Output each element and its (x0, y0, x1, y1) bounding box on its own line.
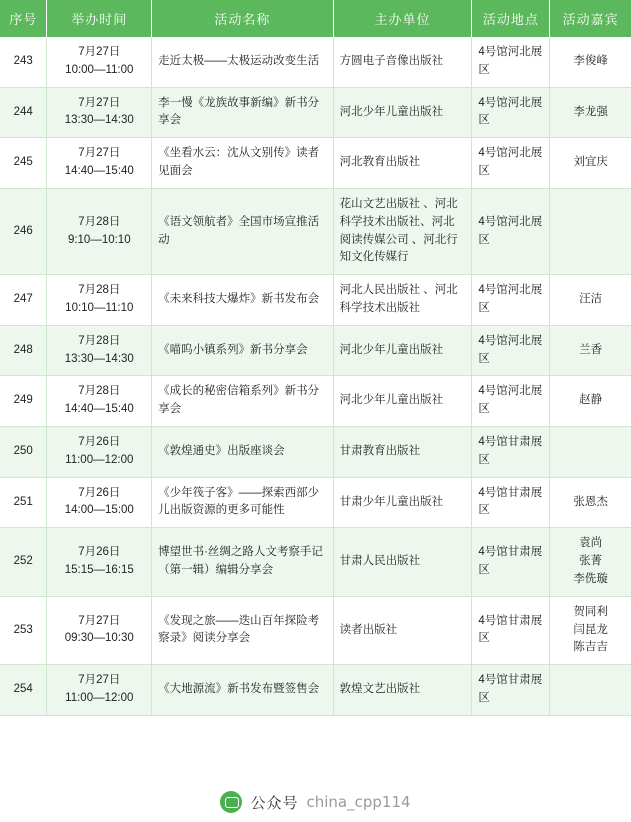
cell-time (47, 665, 152, 716)
cell-guest (550, 188, 631, 274)
cell-place: 4号馆甘肃展区 (472, 528, 550, 596)
cell-date-text: 7月28日 (78, 334, 121, 347)
table-row (0, 376, 631, 427)
table-row (0, 275, 631, 326)
cell-date-text: 7月27日 (78, 614, 121, 627)
cell-index: 250 (0, 427, 47, 478)
watermark-label: 公众号 (250, 794, 299, 812)
cell-activity-name: 《敦煌通史》出版座谈会 (152, 427, 334, 478)
cell-organizer: 甘肃人民出版社 (333, 528, 472, 596)
guest-name: 李俊峰 (573, 54, 608, 67)
cell-guest (550, 376, 631, 427)
watermark (0, 782, 631, 822)
cell-index: 245 (0, 138, 47, 189)
table-row (0, 87, 631, 138)
cell-organizer: 敦煌文艺出版社 (333, 665, 472, 716)
cell-index: 254 (0, 665, 47, 716)
cell-activity-name: 博望世书·丝绸之路人文考察手记（第一辑）编辑分享会 (152, 528, 334, 596)
cell-date-text: 7月27日 (78, 147, 121, 160)
cell-activity-name: 《坐看水云：沈从文别传》读者见面会 (152, 138, 334, 189)
cell-place: 4号馆河北展区 (472, 325, 550, 376)
cell-date-text: 7月28日 (78, 215, 121, 228)
cell-time-text: 14:40—15:40 (64, 403, 134, 416)
cell-guest (550, 325, 631, 376)
cell-date-text: 7月27日 (78, 46, 121, 58)
cell-activity-name: 《喵呜小镇系列》新书分享会 (152, 325, 334, 376)
cell-guest (550, 477, 631, 528)
cell-place: 4号馆河北展区 (472, 188, 550, 274)
cell-place: 4号馆河北展区 (472, 275, 550, 326)
table-row (0, 427, 631, 478)
cell-activity-name: 《少年筏子客》——探索西部少儿出版资源的更多可能性 (152, 477, 334, 528)
table-row (0, 528, 631, 596)
table-row (0, 188, 631, 274)
cell-date-text: 7月27日 (78, 674, 121, 687)
cell-time-text: 9:10—10:10 (67, 233, 131, 246)
cell-time-text: 14:00—15:00 (64, 504, 134, 517)
table-header (0, 0, 631, 37)
cell-time-text: 10:00—11:00 (65, 63, 134, 76)
cell-index: 253 (0, 596, 47, 664)
cell-guest (550, 37, 631, 87)
cell-organizer: 甘肃少年儿童出版社 (333, 477, 472, 528)
cell-time-text: 09:30—10:30 (64, 632, 134, 645)
guest-name: 刘宜庆 (573, 156, 608, 169)
table-row (0, 596, 631, 664)
cell-organizer: 河北少年儿童出版社 (333, 325, 472, 376)
cell-activity-name: 《未来科技大爆炸》新书发布会 (152, 275, 334, 326)
guest-name: 贺同利 (573, 605, 608, 618)
cell-time (47, 427, 152, 478)
cell-place: 4号馆甘肃展区 (472, 596, 550, 664)
wechat-official-account-icon (220, 791, 242, 813)
cell-date-text: 7月28日 (78, 284, 121, 297)
cell-time (47, 376, 152, 427)
column-header-place: 活动地点 (472, 0, 550, 37)
guest-name: 兰香 (579, 343, 603, 356)
cell-guest (550, 665, 631, 716)
guest-name: 张菁 (579, 555, 603, 568)
cell-time-text: 10:10—11:10 (65, 301, 134, 314)
cell-guest (550, 138, 631, 189)
cell-activity-name: 《大地源流》新书发布暨签售会 (152, 665, 334, 716)
cell-time-text: 13:30—14:30 (64, 114, 134, 127)
cell-guest (550, 528, 631, 596)
watermark-handle: china_cpp114 (306, 793, 411, 811)
guest-name: 汪洁 (579, 293, 603, 306)
cell-time-text: 11:00—12:00 (65, 453, 134, 466)
table-row (0, 138, 631, 189)
cell-organizer: 读者出版社 (333, 596, 472, 664)
cell-organizer: 方圆电子音像出版社 (333, 37, 472, 87)
cell-time-text: 15:15—16:15 (64, 563, 134, 576)
cell-organizer: 甘肃教育出版社 (333, 427, 472, 478)
cell-index: 249 (0, 376, 47, 427)
cell-guest (550, 275, 631, 326)
cell-time (47, 325, 152, 376)
cell-place: 4号馆甘肃展区 (472, 477, 550, 528)
guest-name: 闫昆龙 (573, 623, 608, 636)
table-row (0, 477, 631, 528)
cell-activity-name: 走近太极——太极运动改变生活 (152, 37, 334, 87)
guest-name: 袁尚 (579, 537, 603, 550)
cell-time (47, 188, 152, 274)
column-header-organizer: 主办单位 (333, 0, 472, 37)
table-row (0, 37, 631, 87)
cell-activity-name: 《语文领航者》全国市场宣推活动 (152, 188, 334, 274)
cell-time (47, 275, 152, 326)
cell-place: 4号馆甘肃展区 (472, 427, 550, 478)
guest-name: 张恩杰 (573, 495, 608, 508)
cell-time (47, 477, 152, 528)
column-header-index: 序号 (0, 0, 47, 37)
cell-activity-name: 李一慢《龙族故事新编》新书分享会 (152, 87, 334, 138)
column-header-guest: 活动嘉宾 (550, 0, 631, 37)
table-header-row (0, 0, 631, 37)
cell-time (47, 87, 152, 138)
guest-name: 李龙强 (573, 105, 608, 118)
cell-date-text: 7月27日 (78, 96, 121, 109)
cell-organizer: 河北人民出版社 、河北科学技术出版社 (333, 275, 472, 326)
guest-name: 赵静 (579, 394, 603, 407)
cell-index: 252 (0, 528, 47, 596)
table-row (0, 665, 631, 716)
cell-organizer: 河北少年儿童出版社 (333, 376, 472, 427)
cell-place: 4号馆甘肃展区 (472, 665, 550, 716)
cell-time-text: 14:40—15:40 (64, 165, 134, 178)
cell-place: 4号馆河北展区 (472, 138, 550, 189)
table-row (0, 325, 631, 376)
guest-name: 李侁璇 (573, 572, 608, 585)
cell-guest (550, 596, 631, 664)
cell-guest (550, 427, 631, 478)
cell-time (47, 138, 152, 189)
guest-name: 陈吉吉 (573, 641, 608, 654)
cell-activity-name: 《成长的秘密信箱系列》新书分享会 (152, 376, 334, 427)
cell-organizer: 河北教育出版社 (333, 138, 472, 189)
cell-date-text: 7月26日 (78, 546, 121, 559)
cell-index: 246 (0, 188, 47, 274)
cell-time (47, 37, 152, 87)
cell-place: 4号馆河北展区 (472, 376, 550, 427)
table-body (0, 37, 631, 715)
column-header-name: 活动名称 (152, 0, 334, 37)
cell-index: 247 (0, 275, 47, 326)
cell-index: 243 (0, 37, 47, 87)
cell-organizer: 花山文艺出版社 、河北科学技术出版社、河北阅读传媒公司 、河北行知文化传媒行 (333, 188, 472, 274)
cell-index: 251 (0, 477, 47, 528)
cell-date-text: 7月28日 (78, 385, 121, 398)
cell-index: 244 (0, 87, 47, 138)
cell-time (47, 528, 152, 596)
cell-place: 4号馆河北展区 (472, 37, 550, 87)
cell-time-text: 11:00—12:00 (65, 691, 134, 704)
cell-activity-name: 《发现之旅——迭山百年探险考察录》阅读分享会 (152, 596, 334, 664)
cell-guest (550, 87, 631, 138)
cell-date-text: 7月26日 (78, 486, 121, 499)
cell-organizer: 河北少年儿童出版社 (333, 87, 472, 138)
cell-index: 248 (0, 325, 47, 376)
cell-place: 4号馆河北展区 (472, 87, 550, 138)
cell-date-text: 7月26日 (78, 436, 121, 448)
column-header-time: 举办时间 (47, 0, 152, 37)
cell-time (47, 596, 152, 664)
cell-time-text: 13:30—14:30 (64, 352, 134, 365)
